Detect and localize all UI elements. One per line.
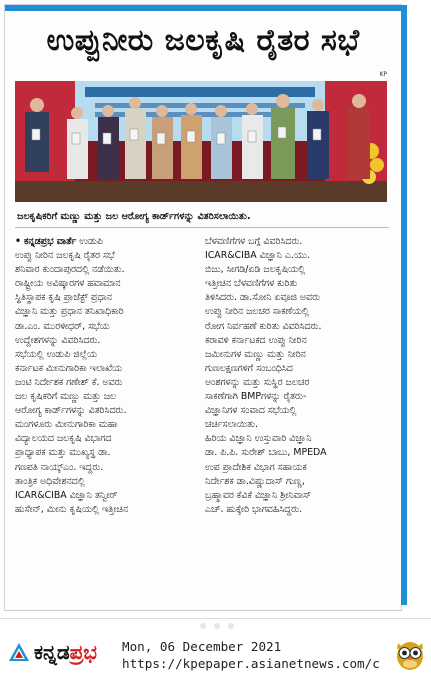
- article-tag: KP: [379, 71, 387, 78]
- body-line: ಕರಾವಳಿ ಕರ್ನಾಟಕದ ಉಪ್ಪು ನೀರಿನ: [205, 334, 307, 346]
- body-line: ಸಾಕಣೆಗಾಗಿ BMPಗಳನ್ನು ರೈತರು-: [205, 391, 307, 403]
- body-line: ಡಾ. ಪಿ.ಪಿ. ಸುರೇಶ್ ಬಾಬು, MPEDA: [205, 447, 327, 459]
- logo-text-dark: ಕನ್ನಡ: [34, 640, 70, 664]
- logo-wordmark: [34, 640, 97, 664]
- clipping-top-accent: [5, 5, 401, 11]
- owl-mascot-icon: [394, 635, 426, 671]
- body-line: ತಾಂತ್ರಿಕ ಅಧಿವೇಶನದಲ್ಲಿ: [15, 475, 85, 487]
- body-line: ಹಿರಿಯ ವಿಜ್ಞಾನಿ ಉಸ್ತುವಾರಿ ವಿಜ್ಞಾನಿ: [205, 433, 312, 445]
- body-line: ಗುಣಲಕ್ಷಣಗಳಿಗೆ ಸಂಬಂಧಿಸಿದ: [205, 362, 293, 374]
- body-line: ಆರೋಗ್ಯ ಕಾರ್ಡ್‌ಗಳನ್ನು ವಿತರಿಸಿದರು.: [15, 405, 127, 417]
- article-photo: [15, 81, 387, 202]
- kannadaprabha-logo-icon: [8, 641, 30, 663]
- logo-text-red: ಪ್ರಭ: [69, 640, 97, 664]
- body-line: ರೋಗ ನಿರ್ವಹಣೆ ಕುರಿತು ವಿವರಿಸಿದರು.: [205, 320, 322, 332]
- body-line: ಸ್ಥಿತಿಸ್ಥಾಪಕ ಕೃಷಿ ಪ್ರಾಜೆಕ್ಟ್ ಪ್ರಧಾನ: [15, 292, 112, 304]
- body-line: ಸಭೆಯಲ್ಲಿ ಉಡುಪಿ ಜಿಲ್ಲೆಯ: [15, 348, 98, 360]
- body-line: ICAR&CIBA ವಿಜ್ಞಾನಿ ಎ.ಯು.: [205, 250, 310, 262]
- body-line: ಜಮೀನುಗಳ ಮಣ್ಣು ಮತ್ತು ನೀರಿನ: [205, 348, 306, 360]
- byline: [15, 235, 197, 249]
- body-line: ಜಲ ಕೃಷಿಕರಿಗೆ ಮಣ್ಣು ಮತ್ತು ಜಲ: [15, 391, 117, 403]
- body-line: ನಿರ್ದೇಶಕ ಡಾ.ವಿಷ್ಣುದಾಸ್ ಗುಣ್ಣ,: [205, 475, 305, 487]
- pagination-dot[interactable]: [214, 623, 220, 629]
- body-line: ಜಂಟಿ ನಿರ್ದೇಶಕ ಗಣೇಶ್ ಕೆ. ಅವರು: [15, 376, 123, 388]
- body-line: ವಿದ್ಯಾಲಯದ ಜಲಕೃಷಿ ವಿಭಾಗದ: [15, 433, 112, 445]
- byline-source: ಕನ್ನಡಪ್ರಭ ವಾರ್ತೆ: [23, 236, 77, 247]
- page-footer: [0, 618, 431, 676]
- body-line: ಉಪ್ಪು ನೀರಿನ ಜಲಚರ ಸಾಕಣೆಯಲ್ಲಿ: [205, 306, 309, 318]
- body-line: ಉಪ ಪ್ರಾದೇಶಿಕ ವಿಭಾಗ ಸಹಾಯಕ: [205, 461, 307, 473]
- body-line: ಹುಸೇನ್, ಮೀನು ಕೃಷಿಯಲ್ಲಿ ಇತ್ತೀಚಿನ: [15, 503, 129, 515]
- event-photo-image: [15, 81, 387, 202]
- byline-place: ಉಡುಪಿ: [79, 236, 103, 247]
- pagination-dots: [200, 623, 234, 629]
- body-line: ಎಚ್. ಹುಕ್ಕೇರಿ ಭಾಗವಹಿಸಿದ್ದರು.: [205, 503, 303, 515]
- kannadaprabha-logo[interactable]: [8, 637, 97, 667]
- pagination-dot[interactable]: [228, 623, 234, 629]
- body-line: ವಿಜ್ಞಾನಿ ಮತ್ತು ಪ್ರಧಾನ ತನಿಖಾಧಿಕಾರಿ: [15, 306, 124, 318]
- body-line: ಉಪ್ಪು ನೀರಿನ ಜಲಕೃಷಿ ರೈತರ ಸಭೆ: [15, 250, 115, 262]
- body-line: ಡಾ.ಎಂ. ಮುರಳೀಧರ್, ಸಭೆಯ: [15, 320, 110, 332]
- clipping-side-accent: [401, 5, 407, 605]
- edition-date: Mon, 06 December 2021: [122, 639, 282, 654]
- pagination-dot[interactable]: [200, 623, 206, 629]
- body-line: ತಿಳಿಸಿದರು. ಡಾ.ಸೋನಿ ಏವೂಜಿ ಅವರು: [205, 292, 321, 304]
- body-line: ಮಂಗಳೂರು ಮೀನುಗಾರಿಕಾ ಮಹಾ: [15, 419, 118, 431]
- body-line: ಬೆಳವಣಿಗೆಗಳ ಬಗ್ಗೆ ವಿವರಿಸಿದರು.: [205, 236, 303, 247]
- body-line: ಬಿಜು, ಸೀಗಡಿ/ಏಡಿ ಜಲಕೃಷಿಯಲ್ಲಿ: [205, 264, 306, 276]
- body-line: ರಾಷ್ಟ್ರೀಯ ಅವಿಷ್ಕಾರಗಳ ಹವಾಮಾನ: [15, 278, 121, 290]
- body-line: ಚರ್ಚಿಸಲಾಯಿತು.: [205, 419, 258, 431]
- body-line: ಗಣಪತಿ ನಾಯ್ಕ್ಎಂ. ಇದ್ದರು.: [15, 461, 104, 473]
- body-line: ಪ್ರಾಧ್ಯಾಪಕ ಮತ್ತು ಮುಖ್ಯಸ್ಥ ಡಾ.: [15, 447, 111, 459]
- photo-caption: ಜಲಕೃಷಿಕರಿಗೆ ಮಣ್ಣು ಮತ್ತು ಜಲ ಆರೋಗ್ಯ ಕಾರ್ಡ್‌ಗಳನ್ನು ವಿತರಿಸಲಾಯಿತು.: [17, 211, 251, 222]
- article-headline: ಉಪ್ಪುನೀರು ಜಲಕೃಷಿ ರೈತರ ಸಭೆ: [46, 23, 360, 58]
- body-line: ಕರ್ನಾಟಕ ಮೀನುಗಾರಿಕಾ ಇಲಾಖೆಯ: [15, 362, 123, 374]
- newspaper-clipping: [4, 4, 402, 611]
- body-line: ವಿಜ್ಞಾನಿಗಳ ಸಂವಾದ ಸಭೆಯಲ್ಲಿ: [205, 405, 297, 417]
- byline-bullet: •: [15, 236, 21, 247]
- body-line: ಅಂಶಗಳನ್ನು ಮತ್ತು ಸುಸ್ಥಿರ ಜಲಚರ: [205, 376, 310, 388]
- body-line: ಶನಿವಾರ ಕುಂದಾಪುರದಲ್ಲಿ ನಡೆಯಿತು.: [15, 264, 125, 276]
- body-line: ICAR&CIBA ವಿಜ್ಞಾನಿ ತನ್ವೀರ್: [15, 489, 118, 501]
- source-url[interactable]: https://kpepaper.asianetnews.com/c: [122, 656, 380, 671]
- body-line: ಇತ್ತೀಚಿನ ಬೆಳವಣಿಗೆಗಳ ಕುರಿತು: [205, 278, 298, 290]
- body-line: ಬ್ರಹ್ಮಾವರ ಕೆವಿಕೆ ವಿಜ್ಞಾನಿ ಶ್ರೀನಿವಾಸ್: [205, 489, 311, 501]
- caption-divider: [15, 227, 389, 228]
- article-column-right: [205, 235, 387, 517]
- article-column-left: [15, 235, 197, 517]
- body-line: ಉದ್ದೇಶಗಳನ್ನು ವಿವರಿಸಿದರು.: [15, 334, 101, 346]
